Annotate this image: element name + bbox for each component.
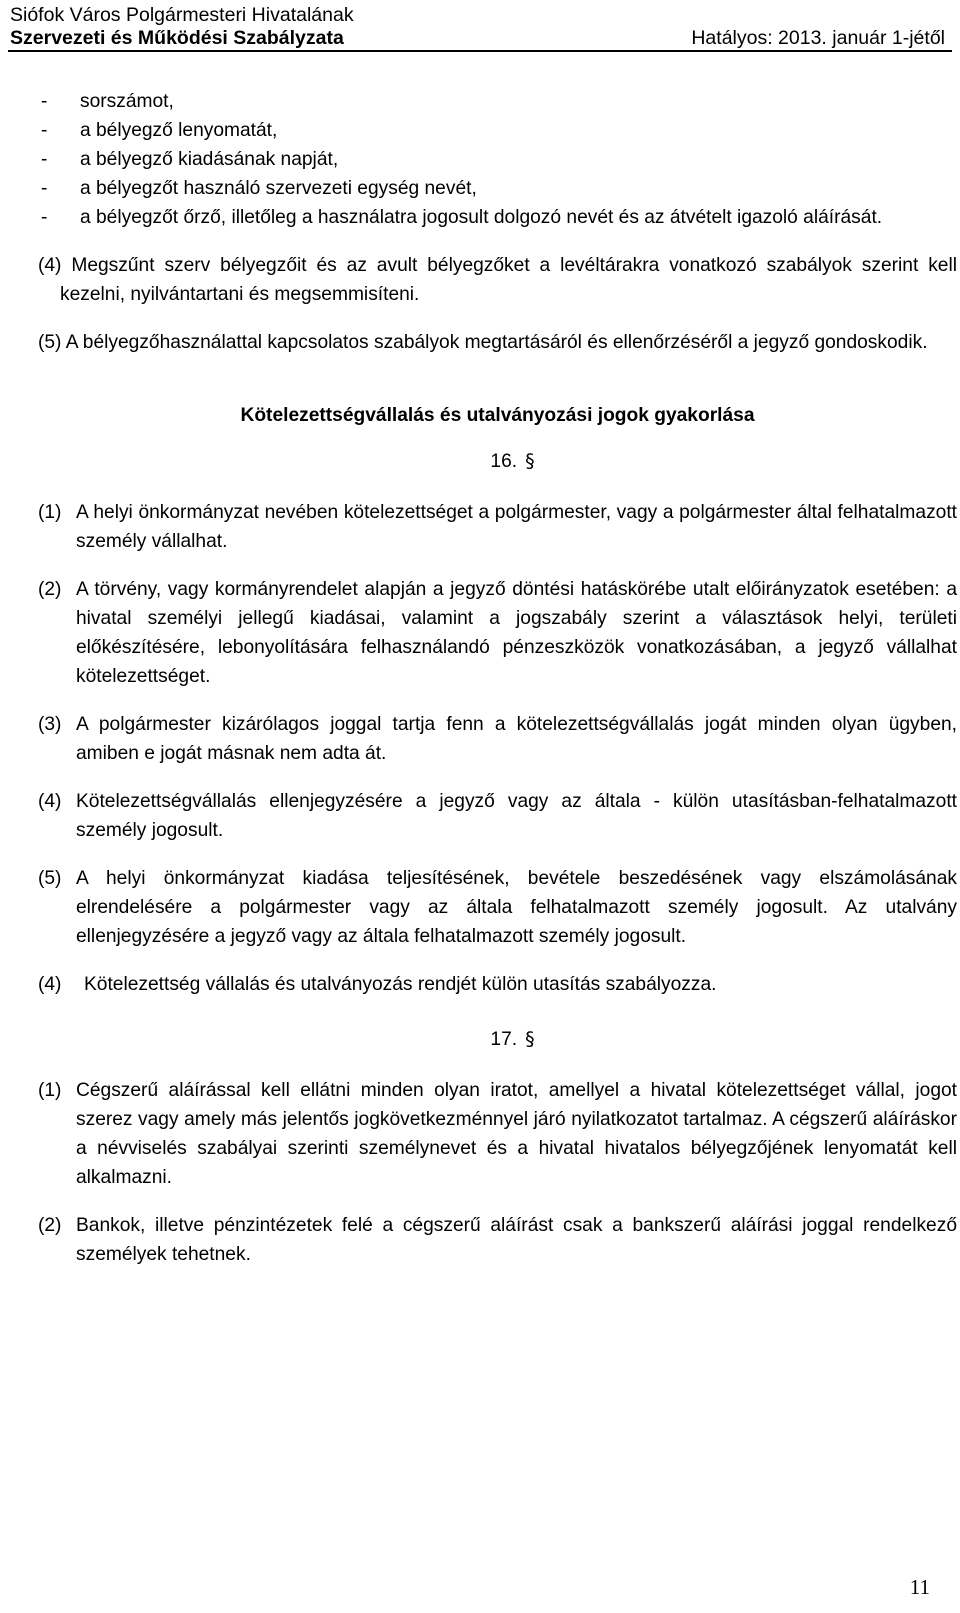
header-rule	[8, 50, 952, 52]
bullet-list	[38, 87, 957, 232]
section-16-item-4	[38, 787, 957, 845]
spacer	[38, 232, 957, 251]
list-item: - a bélyegző kiadásának napját,	[38, 145, 957, 174]
list-item: - a bélyegzőt őrző, illetőleg a használatra jogosult dolgozó nevét és az átvételt igazoló aláírását.	[38, 203, 957, 232]
section-16-item-3	[38, 710, 957, 768]
section-16-title	[38, 447, 957, 476]
page-header	[0, 0, 960, 52]
item-text: A törvény, vagy kormányrendelet alapján a jegyző döntési hatáskörébe utalt előirányzatok esetében: a hivatal személyi jellegű kiadásai, valamint a jogszabály szerint a választások helyi, területi előkészítésére, lebonyolítására felhasználandó pénzeszközök vonatkozásában, a jegyző vállalhat kötelezettséget.	[76, 579, 957, 687]
page-number: 11	[909, 1575, 930, 1599]
section-heading: Kötelezettségvállalás és utalványozási jogok gyakorlása	[240, 405, 755, 426]
item-text: Bankok, illetve pénzintézetek felé a cégszerű aláírást csak a bankszerű aláírási joggal rendelkező személyek tehetnek.	[76, 1215, 957, 1265]
item-number: (2)	[38, 1215, 62, 1236]
paragraph-sign: §	[525, 450, 535, 472]
section-17-item-1	[38, 1076, 957, 1192]
paragraph-sign: §	[525, 1028, 535, 1050]
spacer	[38, 768, 957, 787]
item-number: (3)	[38, 714, 62, 735]
item-text: A helyi önkormányzat nevében kötelezettséget a polgármester, vagy a polgármester által felhatalmazott személy vállalhat.	[76, 502, 957, 552]
item-text: Kötelezettségvállalás ellenjegyzésére a jegyző vagy az általa - külön utasításban-felhatalmazott személy jogosult.	[76, 791, 957, 841]
spacer	[38, 430, 957, 447]
document-body	[38, 87, 957, 1269]
item-number: (4)	[38, 791, 62, 812]
item-number: (4)	[38, 974, 62, 995]
item-number: (2)	[38, 579, 62, 600]
list-item: - a bélyegzőt használó szervezeti egység nevét,	[38, 174, 957, 203]
spacer	[38, 309, 957, 328]
item-number: (1)	[38, 502, 62, 523]
spacer	[38, 1192, 957, 1211]
spacer	[38, 951, 957, 970]
item-text: A polgármester kizárólagos joggal tartja fenn a kötelezettségvállalás jogát minden olyan ügyben, amiben e jogát másnak nem adta át.	[76, 714, 957, 764]
paragraph-4: (4) Megszűnt szerv bélyegzőit és az avult bélyegzőket a levéltárakra vonatkozó szabályok szerint kell kezelni, nyilvántartani és megsemmisíteni.	[38, 255, 957, 305]
spacer	[38, 999, 957, 1025]
spacer	[38, 1054, 957, 1076]
section-17-item-2	[38, 1211, 957, 1269]
spacer	[38, 845, 957, 864]
item-number: (5)	[38, 868, 62, 889]
spacer	[38, 556, 957, 575]
header-institution: Siófok Város Polgármesteri Hivatalának	[10, 4, 354, 26]
list-item: - a bélyegző lenyomatát,	[38, 116, 957, 145]
section-16-item-6	[38, 970, 957, 999]
section-number: 17.	[490, 1029, 518, 1050]
spacer	[38, 357, 957, 401]
section-number: 16.	[490, 451, 518, 472]
list-item: - sorszámot,	[38, 87, 957, 116]
header-effective-date: Hatályos: 2013. január 1-jétől	[691, 27, 945, 49]
section-16-item-2	[38, 575, 957, 691]
section-17-title	[38, 1025, 957, 1054]
paragraph-5: (5) A bélyegzőhasználattal kapcsolatos szabályok megtartásáról és ellenőrzéséről a jegyző gondoskodik.	[38, 332, 928, 353]
header-document-title: Szervezeti és Működési Szabályzata	[10, 27, 344, 49]
item-text: A helyi önkormányzat kiadása teljesítésének, bevétele beszedésének vagy elszámolásának elrendelésére a polgármester vagy az általa felhatalmazott személy jogosult. Az utalvány ellenjegyzésére a jegyző vagy az általa felhatalmazott személy jogosult.	[76, 868, 957, 947]
spacer	[38, 476, 957, 498]
section-16-item-1	[38, 498, 957, 556]
item-number: (1)	[38, 1080, 62, 1101]
section-16-item-5	[38, 864, 957, 951]
spacer	[38, 691, 957, 710]
item-text: Kötelezettség vállalás és utalványozás rendjét külön utasítás szabályozza.	[84, 974, 717, 995]
item-text: Cégszerű aláírással kell ellátni minden olyan iratot, amellyel a hivatal kötelezettséget vállal, jogot szerez vagy amely más jelentős jogkövetkezménnyel járó nyilatkozatot tartalmaz. A cégszerű aláíráskor a névviselés szabályai szerinti személynevet és a hivatal hivatalos bélyegzőjének lenyomatát kell alkalmazni.	[76, 1080, 957, 1188]
